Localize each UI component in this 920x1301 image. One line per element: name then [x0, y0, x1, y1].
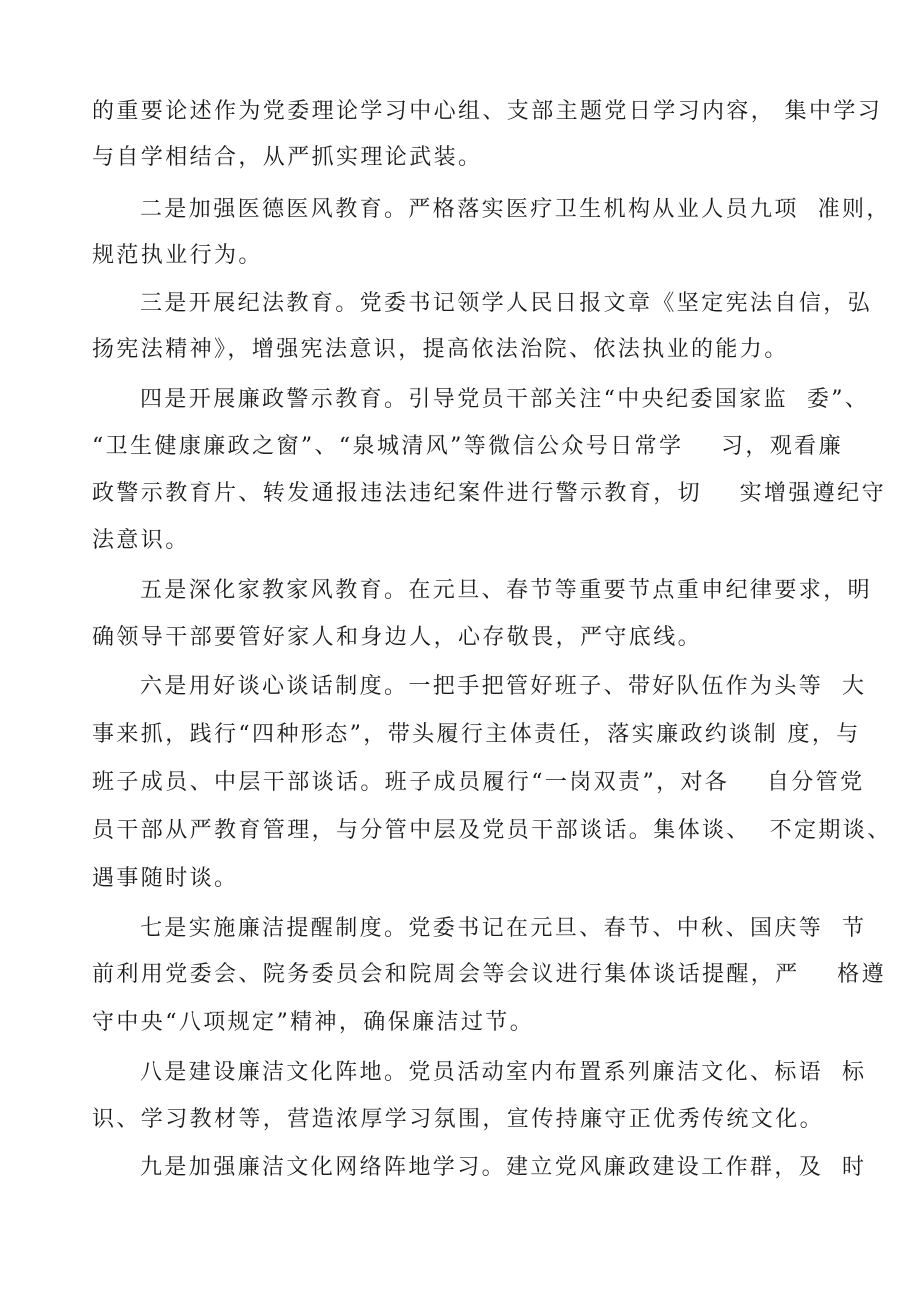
text-line: 九是加强廉洁文化网络阵地学习。建立党风廉政建设工作群，及 时 [140, 1155, 867, 1180]
text-line: 五是深化家教家风教育。在元旦、春节等重要节点重申纪律要求，明 [140, 578, 873, 603]
text-line: 扬宪法精神》，增强宪法意识，提高依法治院、依法执业的能力。 [92, 337, 789, 362]
text-line: 员干部从严教育管理，与分管中层及党员干部谈话。集体谈、 不定期谈、 [92, 818, 892, 843]
text-line: 与自学相结合，从严抓实理论武装。 [92, 145, 483, 170]
text-line: 三是开展纪法教育。党委书记领学人民日报文章《坚定宪法自信，弘 [140, 291, 873, 316]
text-line: 二是加强医德医风教育。严格落实医疗卫生机构从业人员九项 准则， [140, 197, 891, 222]
text-line: 识、学习教材等，营造浓厚学习氛围，宣传持廉守正优秀传统文化。 [92, 1107, 825, 1132]
text-line: 前利用党委会、院务委员会和院周会等会议进行集体谈话提醒，严 格遵 [92, 962, 886, 987]
text-line: 班子成员、中层干部谈话。班子成员履行“一岗双责”，对各 自分管党 [92, 770, 865, 795]
text-line: 事来抓，践行“四种形态”，带头履行主体责任，落实廉政约谈制 度，与 [92, 722, 861, 747]
text-line: 四是开展廉政警示教育。引导党员干部关注“中央纪委国家监 委”、 [140, 387, 870, 412]
text-line: 遇事随时谈。 [92, 866, 239, 891]
text-line: 八是建设廉洁文化阵地。党员活动室内布置系列廉洁文化、标语 标 [140, 1060, 867, 1085]
text-line: 守中央“八项规定”精神，确保廉洁过节。 [92, 1010, 535, 1035]
text-line: 的重要论述作为党委理论学习中心组、支部主题党日学习内容， 集中学习 [92, 99, 883, 124]
text-line: 规范执业行为。 [92, 243, 263, 268]
text-line: 政警示教育片、转发通报违法违纪案件进行警示教育，切 实增强遵纪守 [92, 481, 886, 506]
text-line: 法意识。 [92, 528, 190, 553]
text-line: 确领导干部要管好家人和身边人，心存敬畏，严守底线。 [92, 625, 703, 650]
text-line: “卫生健康廉政之窗”、“泉城清风”等微信公众号日常学 习，观看廉 [92, 434, 843, 459]
text-line: 六是用好谈心谈话制度。一把手把管好班子、带好队伍作为头等 大 [140, 674, 867, 699]
text-line: 七是实施廉洁提醒制度。党委书记在元旦、春节、中秋、国庆等 节 [140, 916, 867, 941]
